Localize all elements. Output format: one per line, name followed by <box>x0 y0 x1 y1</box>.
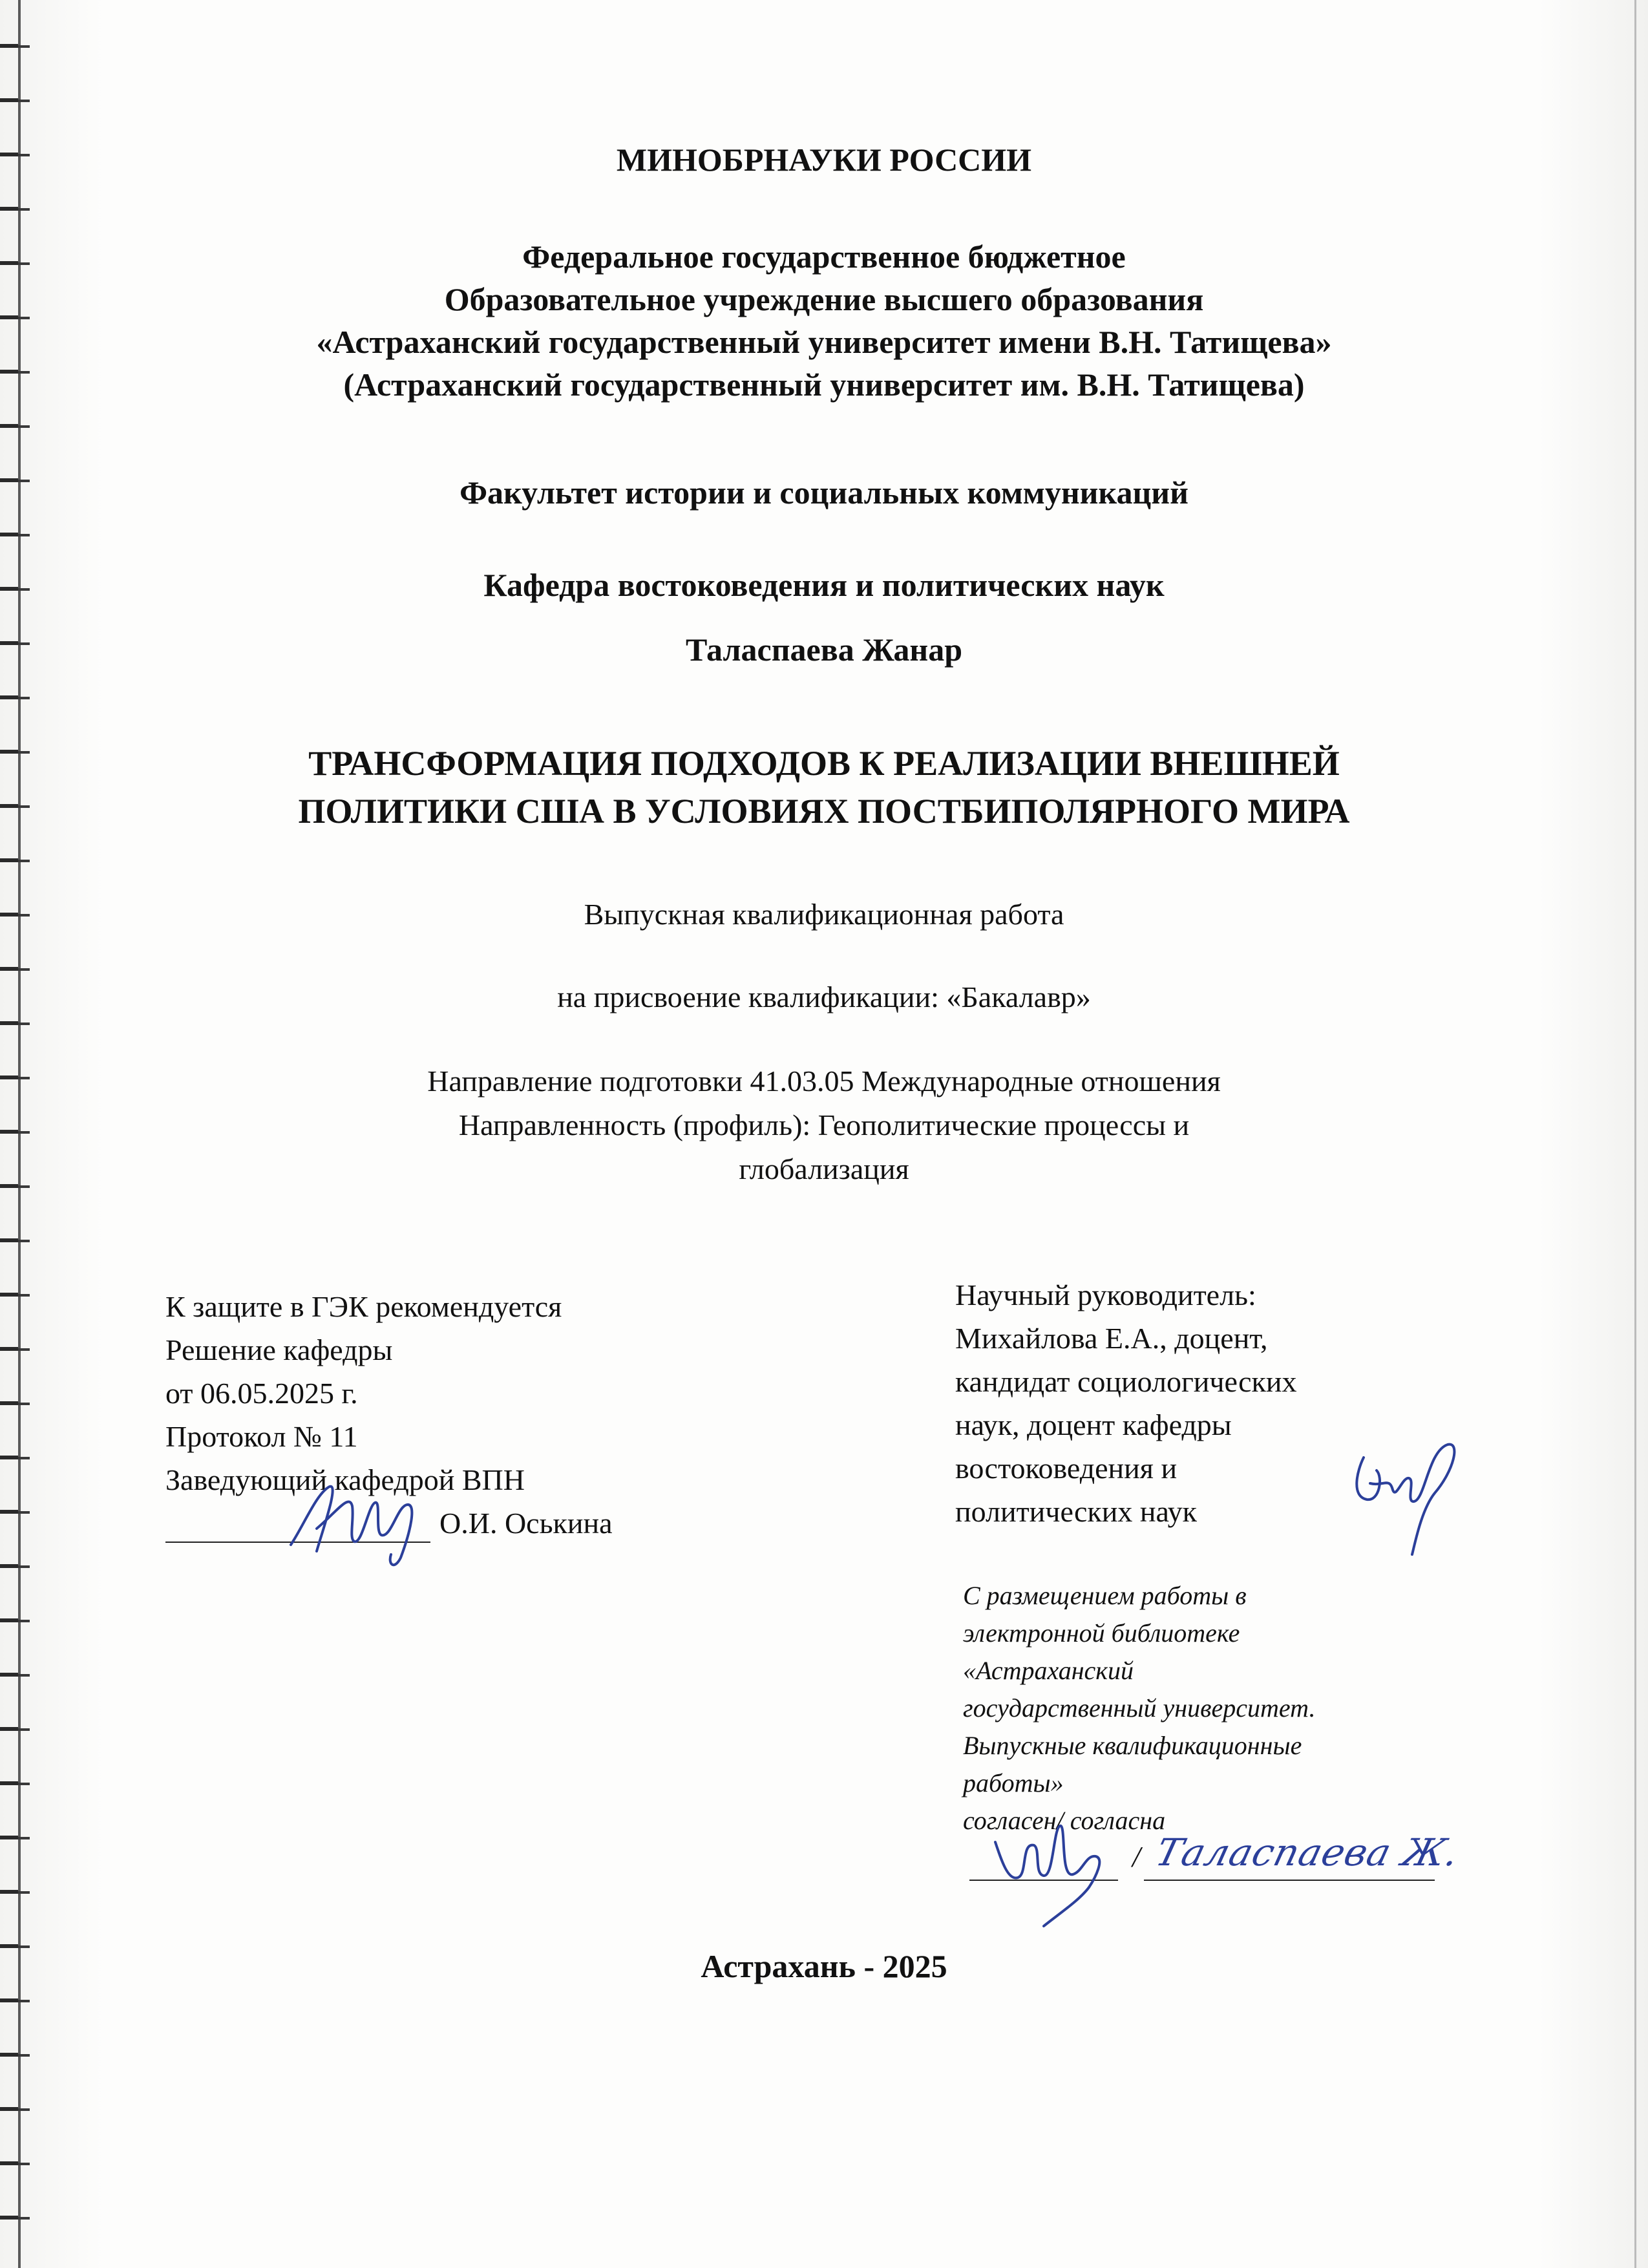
name-line-consent <box>1144 1880 1435 1881</box>
consent-line-7: согласен/ согласна <box>963 1806 1166 1835</box>
student-handwritten-name: Таласпаева Ж. <box>1151 1830 1464 1874</box>
supervisor-name: Михайлова Е.А., доцент, <box>955 1322 1268 1355</box>
supervisor-department-line-2: политических наук <box>955 1495 1197 1528</box>
consent-line-5: Выпускные квалификационные <box>963 1731 1302 1760</box>
supervisor-degree: кандидат социологических <box>955 1365 1297 1398</box>
qualification: на присвоение квалификации: «Бакалавр» <box>557 980 1091 1013</box>
department-decision: Решение кафедры <box>165 1333 393 1366</box>
consent-line-4: государственный университет. <box>963 1693 1316 1722</box>
signature-student <box>982 1816 1125 1933</box>
thesis-title-line-2: ПОЛИТИКИ США В УСЛОВИЯХ ПОСТБИПОЛЯРНОГО МИРА <box>298 792 1350 831</box>
defense-recommendation: К защите в ГЭК рекомендуется <box>165 1290 562 1323</box>
study-profile-line-1: Направленность (профиль): Геополитические процессы и <box>458 1108 1190 1141</box>
work-type: Выпускная квалификационная работа <box>584 898 1064 931</box>
signature-head-of-department <box>278 1467 433 1564</box>
consent-line-1: С размещением работы в <box>963 1581 1247 1610</box>
consent-line-6: работы» <box>963 1768 1064 1797</box>
supervisor-label: Научный руководитель: <box>955 1278 1256 1311</box>
institution-line-4: (Астраханский государственный университет им. В.Н. Татищева) <box>343 366 1305 403</box>
signature-supervisor <box>1344 1432 1474 1561</box>
consent-line-2: электронной библиотеке <box>963 1618 1240 1648</box>
thesis-title-line-1: ТРАНСФОРМАЦИЯ ПОДХОДОВ К РЕАЛИЗАЦИИ ВНЕШНЕЙ <box>308 744 1340 783</box>
consent-separator: / <box>1132 1840 1141 1873</box>
author-name: Таласпаева Жанар <box>685 631 963 668</box>
protocol-number: Протокол № 11 <box>165 1420 358 1453</box>
study-direction: Направление подготовки 41.03.05 Международные отношения <box>427 1065 1221 1097</box>
institution-line-1: Федеральное государственное бюджетное <box>522 238 1126 275</box>
decision-date: от 06.05.2025 г. <box>165 1377 358 1410</box>
consent-line-3: «Астраханский <box>963 1656 1134 1685</box>
supervisor-position: наук, доцент кафедры <box>955 1408 1232 1441</box>
institution-line-3: «Астраханский государственный университет имени В.Н. Татищева» <box>316 324 1332 360</box>
ministry-title: МИНОБРНАУКИ РОССИИ <box>616 142 1032 178</box>
head-of-department: Заведующий кафедрой ВПН <box>165 1463 525 1496</box>
study-profile-line-2: глобализация <box>739 1152 909 1185</box>
head-signer-name: О.И. Оськина <box>439 1507 613 1540</box>
city-year: Астрахань - 2025 <box>701 1948 947 1984</box>
faculty-name: Факультет истории и социальных коммуникаций <box>460 474 1188 511</box>
institution-line-2: Образовательное учреждение высшего образования <box>444 281 1204 317</box>
supervisor-department-line-1: востоковедения и <box>955 1452 1178 1485</box>
department-name: Кафедра востоковедения и политических наук <box>483 567 1165 603</box>
